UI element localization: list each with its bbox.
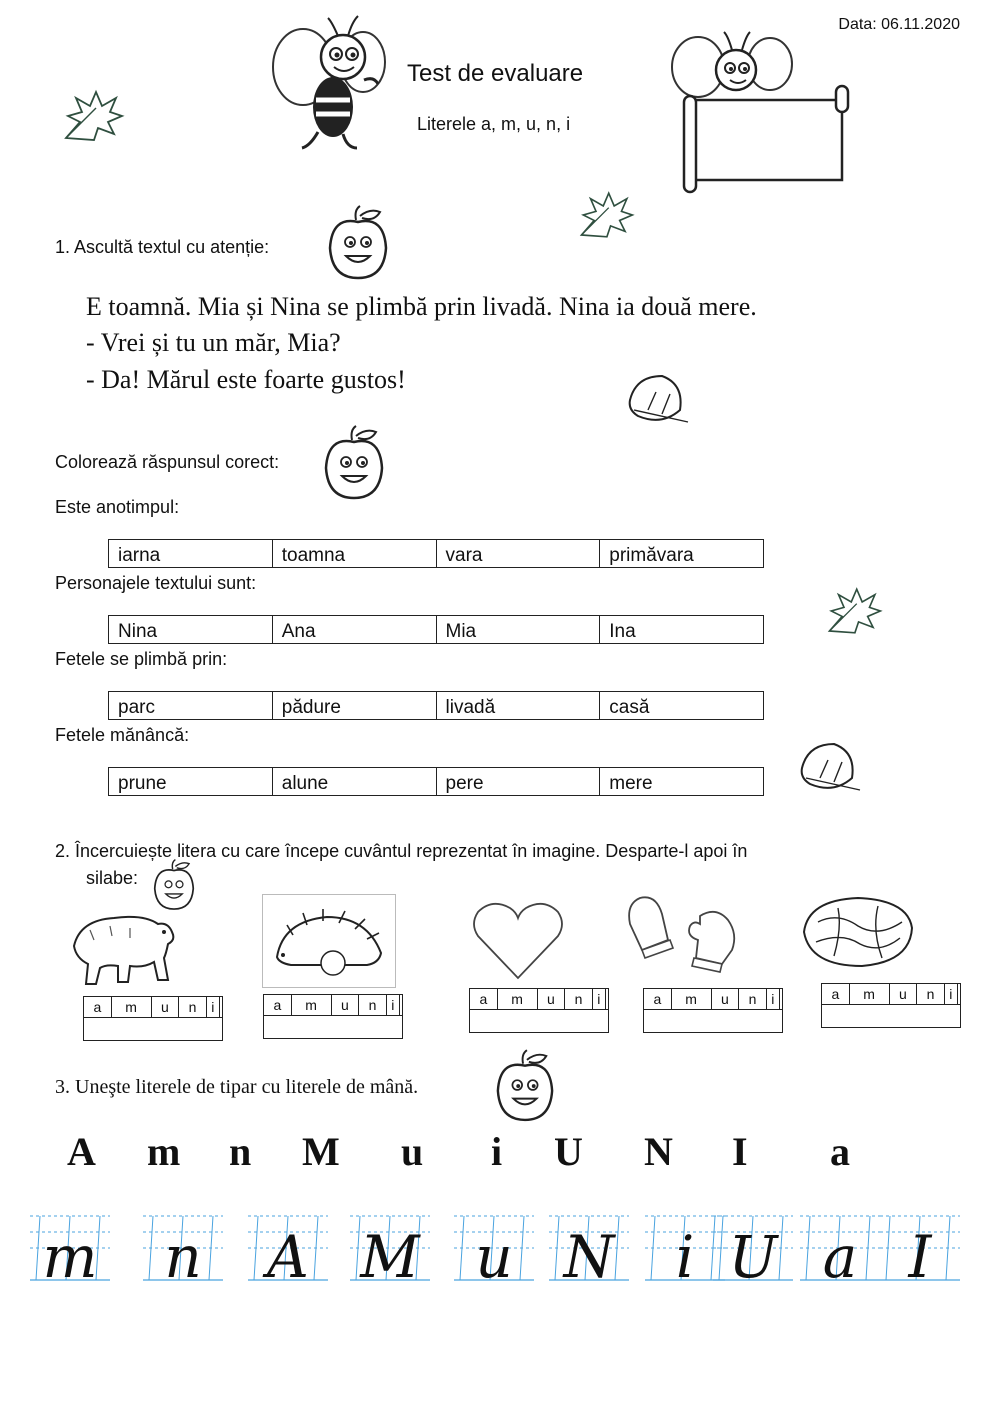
letter-choice[interactable]: i [592, 989, 605, 1010]
letter-choice[interactable]: i [386, 995, 399, 1016]
letter-choice[interactable]: n [179, 997, 207, 1018]
cursive-letter-card[interactable] [454, 1212, 534, 1291]
syllable-answer-field[interactable] [264, 1016, 403, 1039]
letter-choice[interactable]: u [331, 995, 359, 1016]
letter-choice[interactable]: n [739, 989, 767, 1010]
printed-letter[interactable]: n [229, 1129, 252, 1174]
letter-choice[interactable]: a [470, 989, 498, 1010]
printed-letter[interactable]: M [302, 1129, 340, 1174]
empty-cell [957, 984, 960, 1005]
letter-choice[interactable]: m [497, 989, 537, 1010]
answer-options-food [108, 767, 764, 796]
letter-choice[interactable]: u [711, 989, 739, 1010]
letter-choice-box-bear [83, 996, 223, 1041]
story-line: E toamnă. Mia și Nina se plimbă prin livadă. Nina ia două mere. [86, 292, 757, 321]
cursive-letter: I [908, 1223, 932, 1291]
cursive-letter-card[interactable] [880, 1212, 960, 1291]
answer-options-place [108, 691, 764, 720]
letter-choice[interactable]: m [291, 995, 331, 1016]
letter-choice[interactable]: m [849, 984, 889, 1005]
maple-leaf-icon [576, 186, 636, 244]
answer-option[interactable]: iarna [109, 540, 273, 568]
letter-choice[interactable]: a [84, 997, 112, 1018]
story-line: - Vrei și tu un măr, Mia? [86, 328, 341, 357]
letter-choice[interactable]: i [206, 997, 219, 1018]
apple-character-icon [322, 424, 386, 502]
cursive-letter-card[interactable] [800, 1212, 880, 1291]
maple-leaf-icon [60, 88, 126, 144]
letter-choice[interactable]: n [359, 995, 387, 1016]
letter-choice[interactable]: n [565, 989, 593, 1010]
letter-choice[interactable]: i [944, 984, 957, 1005]
walnut-picture [798, 892, 918, 972]
printed-letter[interactable]: i [491, 1129, 503, 1174]
printed-letter[interactable]: U [554, 1129, 583, 1174]
cursive-letter-card[interactable] [30, 1212, 110, 1291]
cursive-letter: m [42, 1223, 98, 1291]
cursive-letter-card[interactable] [713, 1212, 793, 1291]
letter-choice-box-hedgehog [263, 994, 403, 1039]
cursive-letter: i [675, 1223, 695, 1291]
letter-choice-box-heart [469, 988, 609, 1033]
question-label: Personajele textului sunt: [55, 573, 257, 593]
letter-choice[interactable]: a [644, 989, 672, 1010]
answer-option[interactable]: alune [272, 768, 436, 796]
cursive-letter-card[interactable] [350, 1212, 430, 1291]
printed-letter[interactable]: N [644, 1129, 673, 1174]
answer-option[interactable]: Ina [600, 616, 764, 644]
printed-letter[interactable]: m [147, 1129, 181, 1174]
letter-choice[interactable]: u [151, 997, 179, 1018]
answer-option[interactable]: mere [600, 768, 764, 796]
answer-option[interactable]: Nina [109, 616, 273, 644]
bee-illustration-left [268, 12, 398, 162]
apple-character-icon [494, 1048, 556, 1124]
cursive-letter-card[interactable] [549, 1212, 629, 1291]
printed-letter[interactable]: I [732, 1129, 748, 1174]
letter-choice[interactable]: m [671, 989, 711, 1010]
page-subtitle: Literele a, m, u, n, i [417, 114, 571, 134]
letter-choice[interactable]: m [111, 997, 151, 1018]
answer-option[interactable]: vara [436, 540, 600, 568]
answer-option[interactable]: livadă [436, 692, 600, 720]
question-label: Fetele se plimbă prin: [55, 649, 228, 669]
letter-choice-box-walnut [821, 983, 961, 1028]
bee-with-scroll-illustration [660, 22, 850, 197]
letter-choice[interactable]: a [264, 995, 292, 1016]
question-label: Fetele mănâncă: [55, 725, 190, 745]
answer-options-season [108, 539, 764, 568]
printed-letter[interactable]: u [401, 1129, 424, 1174]
cursive-letter: U [728, 1223, 778, 1291]
letter-choice[interactable]: u [889, 984, 917, 1005]
story-line: - Da! Mărul este foarte gustos! [86, 365, 406, 394]
letter-choice[interactable]: a [822, 984, 850, 1005]
empty-cell [779, 989, 782, 1010]
cursive-letter-card[interactable] [143, 1212, 223, 1291]
printed-letter[interactable]: A [67, 1129, 96, 1174]
answer-option[interactable]: primăvara [600, 540, 764, 568]
letter-choice[interactable]: u [537, 989, 565, 1010]
cursive-letter: n [164, 1223, 202, 1291]
apple-character-icon [152, 858, 196, 912]
empty-cell [399, 995, 402, 1016]
page-title: Test de evaluare [407, 60, 584, 87]
cursive-letter-card[interactable] [248, 1212, 328, 1291]
answer-option[interactable]: Mia [436, 616, 600, 644]
empty-cell [219, 997, 222, 1018]
leaf-icon [622, 370, 692, 426]
question-label: Este anotimpul: [55, 497, 180, 517]
leaf-icon [794, 738, 864, 794]
letter-choice-box-mittens [643, 988, 783, 1033]
answer-option[interactable]: toamna [272, 540, 436, 568]
printed-letter[interactable]: a [830, 1129, 850, 1174]
cursive-letter: a [822, 1223, 858, 1291]
cursive-letter: N [563, 1223, 615, 1291]
section3-instruction: 3. Uneşte literele de tipar cu literele de mână. [55, 1076, 419, 1098]
heart-picture [470, 900, 566, 982]
maple-leaf-icon [824, 578, 884, 644]
syllable-answer-field[interactable] [470, 1010, 609, 1033]
letter-choice[interactable]: n [917, 984, 945, 1005]
cursive-letter: u [475, 1223, 513, 1291]
bear-picture [60, 906, 180, 990]
color-instruction: Colorează răspunsul corect: [55, 452, 280, 472]
letter-choice[interactable]: i [766, 989, 779, 1010]
answer-option[interactable]: casă [600, 692, 764, 720]
date-label: Data: 06.11.2020 [838, 16, 960, 33]
mittens-picture [620, 890, 750, 976]
hedgehog-picture [262, 894, 396, 988]
cursive-letter: M [360, 1223, 420, 1291]
section2-instruction-cont: silabe: [86, 868, 139, 888]
answer-option[interactable]: pădure [272, 692, 436, 720]
syllable-answer-field[interactable] [822, 1005, 961, 1028]
section1-instruction: 1. Ascultă textul cu atenție: [55, 237, 270, 257]
section2-instruction: 2. Încercuiește litera cu care începe cuvântul reprezentat în imagine. Desparte-l apoi în [55, 841, 748, 861]
syllable-answer-field[interactable] [644, 1010, 783, 1033]
cursive-letter: A [267, 1223, 309, 1291]
syllable-answer-field[interactable] [84, 1018, 223, 1041]
apple-character-icon [326, 204, 390, 282]
answer-option[interactable]: prune [109, 768, 273, 796]
answer-option[interactable]: Ana [272, 616, 436, 644]
empty-cell [605, 989, 608, 1010]
answer-options-characters [108, 615, 764, 644]
answer-option[interactable]: parc [109, 692, 273, 720]
answer-option[interactable]: pere [436, 768, 600, 796]
